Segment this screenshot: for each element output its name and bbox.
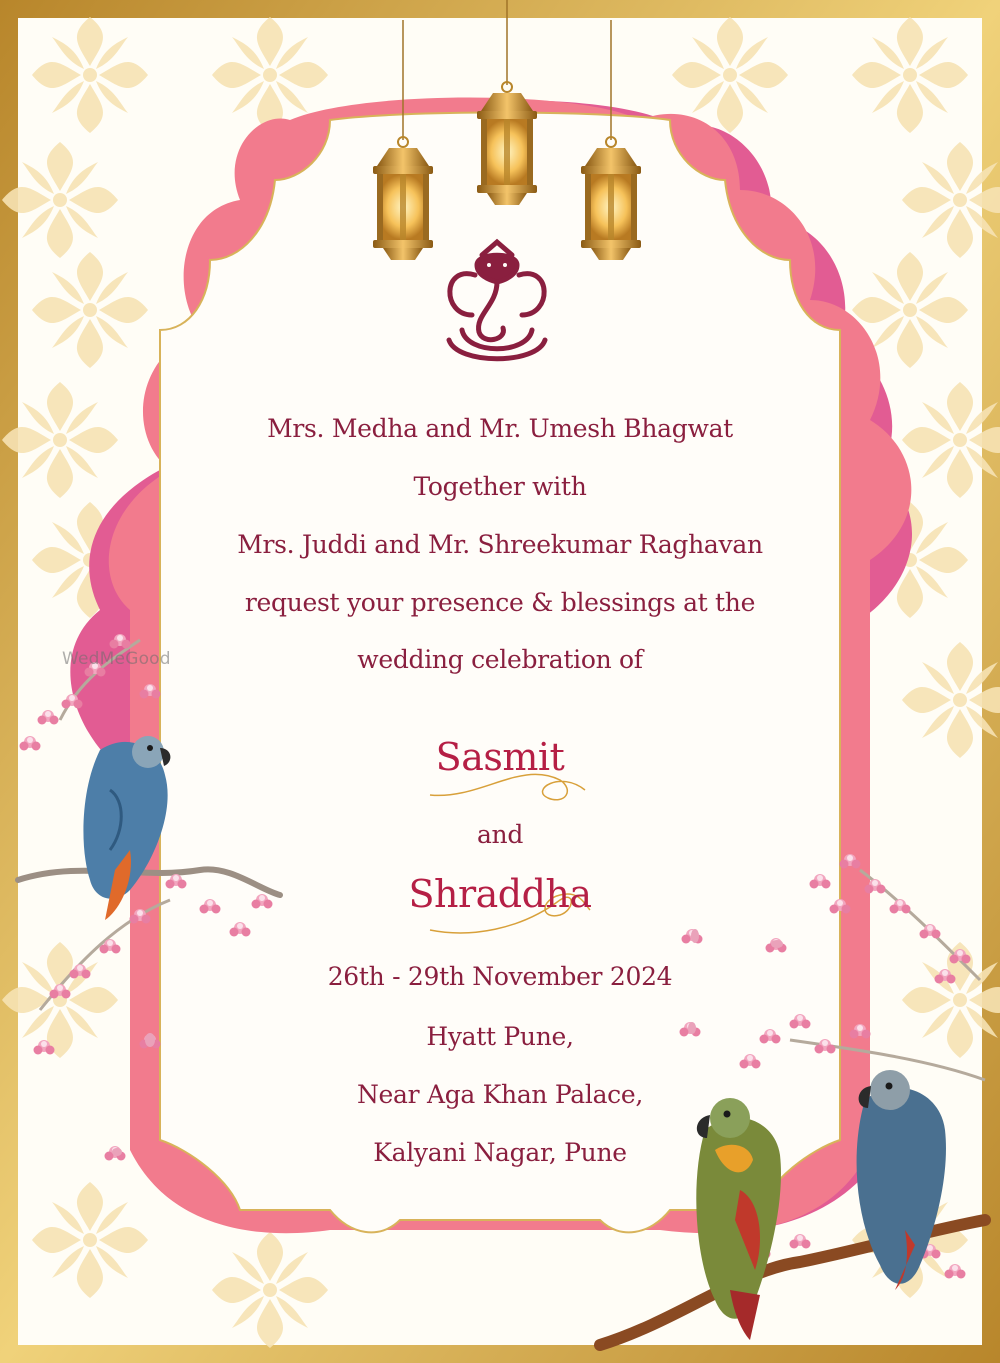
co-hosts-line: Mrs. Juddi and Mr. Shreekumar Raghavan xyxy=(237,530,763,559)
watermark: WedMeGood xyxy=(62,649,171,669)
venue-line-3: Kalyani Nagar, Pune xyxy=(373,1138,627,1167)
hosts-line: Mrs. Medha and Mr. Umesh Bhagwat xyxy=(267,414,733,443)
venue-line-2: Near Aga Khan Palace, xyxy=(356,1080,644,1109)
together-line: Together with xyxy=(413,472,587,501)
request-line: request your presence & blessings at the xyxy=(244,588,756,617)
venue-line-1: Hyatt Pune, xyxy=(426,1022,574,1051)
bride-name: Shraddha xyxy=(408,872,592,916)
celebration-line: wedding celebration of xyxy=(357,645,643,674)
groom-name: Sasmit xyxy=(435,735,565,779)
event-dates: 26th - 29th November 2024 xyxy=(327,962,673,991)
conjunction: and xyxy=(476,820,524,849)
